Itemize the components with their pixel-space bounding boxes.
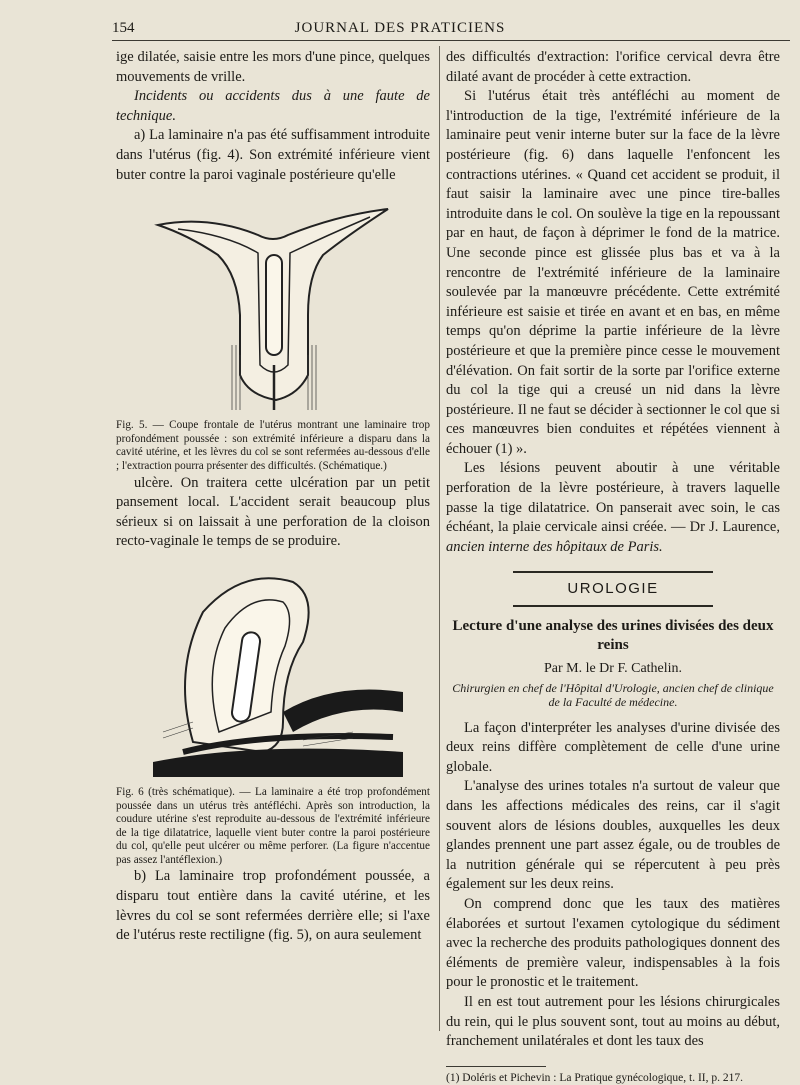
header-rule: [112, 40, 790, 41]
author-affiliation: ancien interne des hôpitaux de Paris.: [446, 538, 663, 555]
footnote: (1) Doléris et Pichevin : La Pratique gynécologique, t. II, p. 217.: [446, 1071, 744, 1084]
paragraph: L'analyse des urines totales n'a surtout de valeur que dans les affections médicales des reins, car il s'agit souvent alors de lésions doubles, auxquelles les deux glandes prennent une part assez égale, ou de troubles de la nutrition générale qui se répercutent à peu près également sur les deux reins.: [446, 778, 780, 893]
running-header: JOURNAL DES PRATICIENS: [294, 20, 506, 36]
affiliation: Chirurgien en chef de l'Hôpital d'Urologie, ancien chef de clinique de la Faculté de médecine.: [452, 680, 774, 709]
figure-6-caption: Fig. 6 (très schématique). — La laminaire a été trop profondément poussée dans un utérus très antéfléchi. Après son introduction, la coudure utérine s'est reproduite au-dessous de l'extrémité inférieure de la tige dilatatrice, laquelle vient buter contre la paroi postérieure du col, qu'elle peut ulcérer ou même perforer. (La figure n'accentue pas assez l'antéflexion.): [116, 785, 430, 866]
figure-6: [116, 562, 430, 782]
left-column: [116, 48, 430, 946]
paragraph: ige dilatée, saisie entre les mors d'une pince, quelques mouvements de vrille.: [116, 49, 430, 85]
page-number: 154: [112, 20, 135, 36]
paragraph: Si l'utérus était très antéfléchi au moment de l'introduction de la tige, l'extrémité inférieure de la laminaire peut venir interne buter sur la face de la lèvre postérieure (fig. 6) dans laquelle l'enfoncent les contractions utérines. « Quand cet accident se produit, il faut saisir la laminaire avec une pince tire-balles introduite dans le col. On soulève la tige en la repoussant par en haut, de façon à déprimer le fond de la matrice. Une seconde pince est glissée plus bas et va à la rencontre de l'extrémité inférieure de la laminaire soulevée par la manœuvre précédente. Cette extrémité inférieure est saisie et tirée en avant et en bas, en même temps qu'on déprime la partie inférieure de la lèvre postérieure et que la première pince cesse le mouvement d'élévation. On fait sortir de la sorte par l'orifice externe du col la tige qui a creusé un nid dans la lèvre postérieure. Il ne faut se décider à sectionner le col que si ces manœuvres bien conduites et répétées viennent à échouer (1) ».: [446, 88, 780, 457]
paragraph: [446, 459, 780, 557]
section-rule: [513, 571, 713, 573]
column-divider: [439, 46, 440, 1031]
anteflexed-uterus-illustration: [133, 562, 413, 782]
subheading: Incidents ou accidents dus à une faute de technique.: [116, 88, 430, 124]
paragraph-text: Les lésions peuvent aboutir à une véritable perforation de la lèvre postérieure, à travers laquelle passe la tige dilatatrice. On panserait avec soin, le cas échéant, la plaie cervicale ainsi créée. — Dr J. Laurence,: [446, 460, 780, 536]
paragraph: ulcère. On traitera cette ulcération par un petit pansement local. L'accident serait beaucoup plus sérieux si on laissait à une perforation de la cloison recto-vaginale le temps de se produire.: [116, 474, 430, 550]
section-title: UROLOGIE: [567, 580, 659, 598]
paragraph: b) La laminaire trop profondément poussée, a disparu tout entière dans la cavité utérine, et les lèvres du col se sont refermées derrière elle; si l'axe de l'utérus reste rectiligne (fig. 5), on aura seulement: [116, 868, 430, 944]
figure-5-caption: Fig. 5. — Coupe frontale de l'utérus montrant une laminaire trop profondément poussée : son extrémité inférieure a disparu dans la cavité utérine, et les lèvres du col se sont refermées au-dessous d'elle ; l'extraction pourra présenter des difficultés. (Schématique.): [116, 419, 430, 472]
paragraph: des difficultés d'extraction: l'orifice cervical devra être dilaté avant de procéder à cette extraction.: [446, 49, 780, 85]
article-title: Lecture d'une analyse des urines divisées des deux reins: [452, 618, 774, 654]
paragraph: a) La laminaire n'a pas été suffisamment introduite dans l'utérus (fig. 4). Son extrémité inférieure vient buter contre la paroi vaginale postérieure qu'elle: [116, 127, 430, 183]
paragraph: On comprend donc que les taux des matières élaborées et surtout l'examen cytologique du sédiment avec la recherche des produits pathologiques donnent des éléments de première valeur, indispensables à la fois pour le pronostic et le traitement.: [446, 895, 780, 991]
figure-5: [116, 195, 430, 415]
footnote-rule: [446, 1066, 546, 1067]
right-column: [446, 48, 780, 1085]
paragraph: Il en est tout autrement pour les lésions chirurgicales du rein, qui le plus souvent sont, tout au moins au début, franchement unilatérales et dont les taux des: [446, 993, 780, 1050]
byline: Par M. le Dr F. Cathelin.: [543, 661, 683, 677]
section-header: [446, 571, 780, 607]
section-rule: [513, 605, 713, 607]
uterus-frontal-section-illustration: [148, 195, 398, 415]
paragraph: La façon d'interpréter les analyses d'urine divisée des deux reins diffère complètement de celle d'une urine globale.: [446, 719, 780, 775]
